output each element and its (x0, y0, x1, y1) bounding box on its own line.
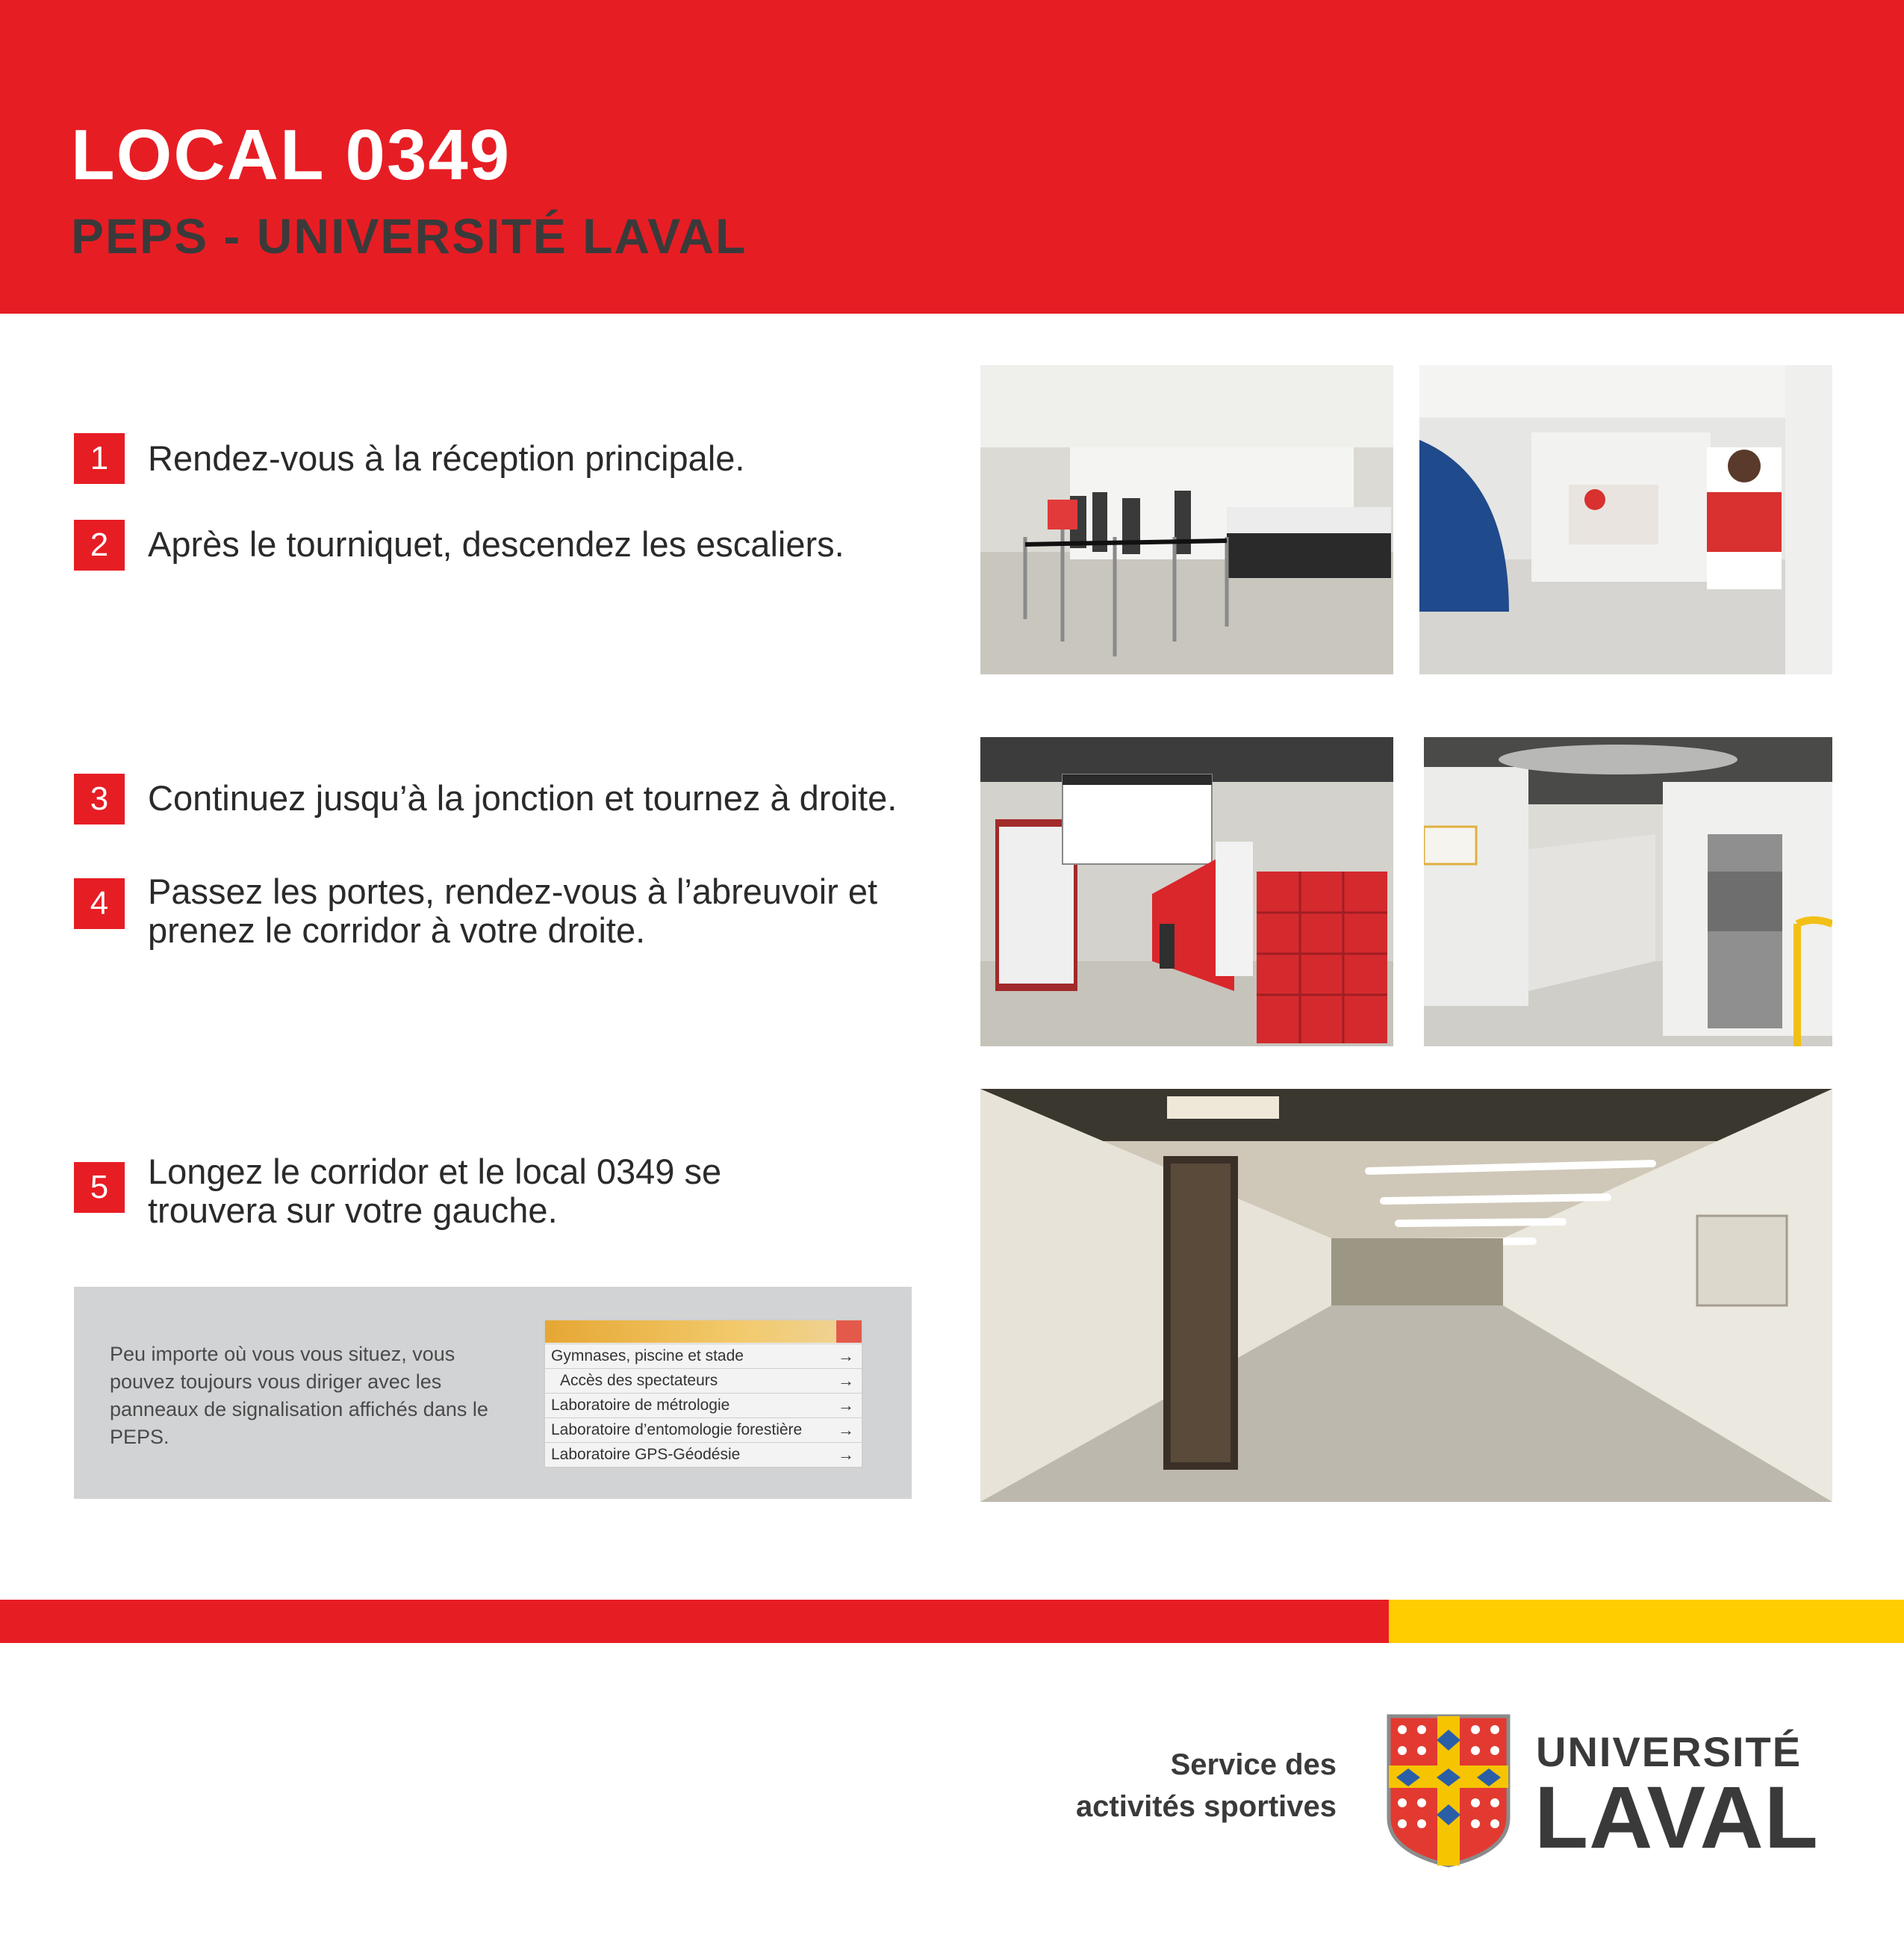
sign-row (545, 1393, 862, 1417)
sign-header-accent (836, 1320, 862, 1343)
university-crest-icon (1386, 1713, 1511, 1869)
arrow-right-icon: → (838, 1371, 854, 1390)
arrow-right-icon: → (838, 1396, 854, 1414)
arrow-right-icon: → (838, 1347, 854, 1365)
step-3-number: 3 (74, 774, 125, 824)
sign-row (545, 1417, 862, 1442)
photo-lockers-corridor (980, 737, 1393, 1046)
step-2-number: 2 (74, 520, 125, 571)
info-box-text: Peu importe où vous vous situez, vous pouvez toujours vous diriger avec les panneaux de signalisation affichés dans le PEPS. (110, 1343, 488, 1448)
sign-row (545, 1344, 862, 1368)
service-line-2: activités sportives (1075, 1790, 1337, 1823)
page-title: LOCAL 0349 (71, 115, 511, 195)
step-1-text: Rendez-vous à la réception principale. (148, 438, 745, 478)
sign-row-label: Accès des spectateurs (560, 1372, 718, 1389)
university-name-top: UNIVERSITÉ (1536, 1728, 1802, 1775)
sign-row (545, 1442, 862, 1467)
footer-bar-yellow (1389, 1600, 1904, 1643)
sign-row-label: Laboratoire GPS-Géodésie (551, 1446, 741, 1463)
sign-row-label: Laboratoire d’entomologie forestière (551, 1421, 803, 1438)
photo-reception (980, 365, 1393, 674)
step-3-text: Continuez jusqu’à la jonction et tournez à droite. (148, 778, 897, 818)
footer-bar-red (0, 1600, 1389, 1643)
step-4-text: Passez les portes, rendez-vous à l’abreuvoir et prenez le corridor à votre droite. (148, 872, 878, 950)
sign-row-label: Laboratoire de métrologie (551, 1397, 730, 1414)
photo-fountain-corridor (1424, 737, 1832, 1046)
page-subtitle: PEPS - UNIVERSITÉ LAVAL (71, 208, 747, 264)
service-line-1: Service des (1170, 1748, 1337, 1781)
photo-long-corridor (980, 1089, 1832, 1502)
arrow-right-icon: → (838, 1445, 854, 1464)
sign-row (545, 1368, 862, 1393)
step-4-number: 4 (74, 878, 125, 929)
service-name (1076, 1744, 1337, 1827)
step-1-number: 1 (74, 433, 125, 484)
sign-header-band (545, 1320, 862, 1343)
sign-row-label: Gymnases, piscine et stade (551, 1347, 744, 1364)
photo-stairs-area (1419, 365, 1832, 674)
signage-example (544, 1319, 863, 1468)
step-2-text: Après le tourniquet, descendez les escaliers. (148, 524, 844, 564)
university-name-bottom: LAVAL (1534, 1768, 1819, 1867)
arrow-right-icon: → (838, 1420, 854, 1439)
step-5-text: Longez le corridor et le local 0349 se trouvera sur votre gauche. (148, 1152, 722, 1230)
step-5-number: 5 (74, 1162, 125, 1213)
